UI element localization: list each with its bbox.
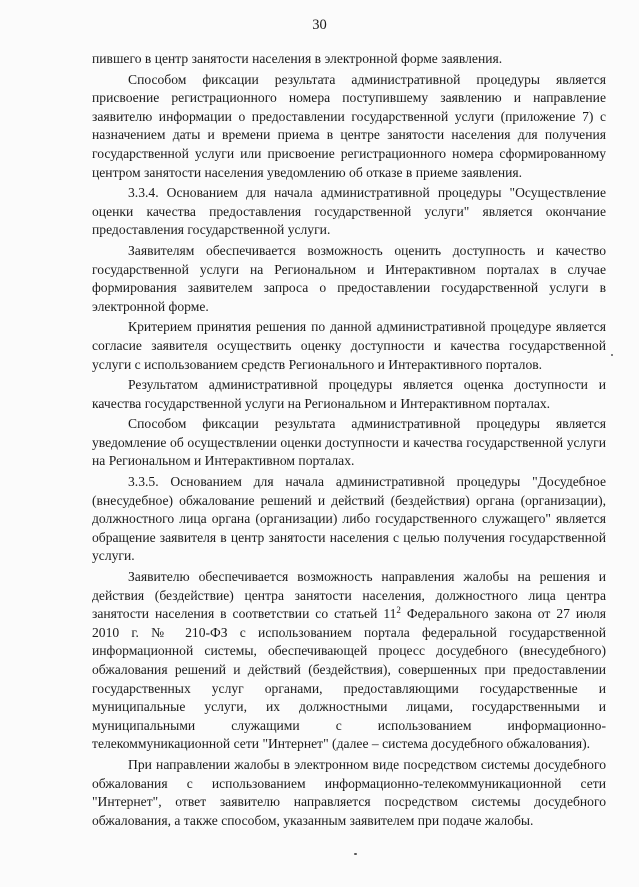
paragraph-continuation: пившего в центр занятости населения в электронной форме заявления.	[92, 51, 503, 66]
paragraph-3-3-5: 3.3.5. Основанием для начала административной процедуры "Досудебное (внесудебное) обжалование решений и действий (бездействия) органа (организации), должностного лица органа (организации) либо государственного служащего" является обращение заявителя в центр занятости населения с целью получения государственной услуги.	[92, 474, 606, 564]
page-number: 30	[312, 17, 327, 33]
paragraph-fixation-method: Способом фиксации результата административной процедуры является присвоение регистрационного номера поступившему заявлению и направление заявителю информации о предоставлении государственной услуги (приложение 7) с назначением даты и времени приема в центре занятости населения для получения государственной услуги или присвоение регистрационного номера сформированному центром занятости населения уведомлению об отказе в приеме заявления.	[92, 71, 606, 180]
paragraph-result-fixation: Способом фиксации результата административной процедуры является уведомление об осуществлении оценки доступности и качества государственной услуги на Региональном и Интерактивном порталах.	[92, 416, 606, 469]
complaint-text-after: Федерального закона от 27 июля 2010 г. № 210-ФЗ с использованием портала федеральной государственной информационной системы, обеспечивающей процесс досудебного (внесудебного) обжалования решений и действий (бездействия), совершенных при предоставлении государственных услуг органами, предоставляющими государственные и муниципальные услуги, их должностными лицами, государственными и муниципальными служащими с использованием информационно-телекоммуникационной сети "Интернет" (далее – система досудебного обжалования).	[92, 606, 607, 752]
complaint-text-before: Заявителю обеспечивается возможность направления жалобы на решения и действия (бездействие) центра занятости населения, должностного лица центра занятости населения в соответствии со статьей 11	[92, 569, 606, 622]
paragraph-procedure-result: Результатом административной процедуры является оценка доступности и качества государственной услуги на Региональном и Интерактивном порталах.	[92, 377, 606, 411]
paragraph-evaluation-possibility: Заявителям обеспечивается возможность оценить доступность и качество государственной услуги на Региональном и Интерактивном порталах в случае формирования заявителем запроса о предоставлении государственной услуги в электронной форме.	[92, 242, 606, 314]
paragraph-complaint-possibility	[92, 568, 606, 754]
paragraph-3-3-4: 3.3.4. Основанием для начала административной процедуры "Осуществление оценки качества предоставления государственной услуги" является окончание предоставления государственной услуги.	[92, 185, 606, 238]
scan-speck	[354, 853, 357, 855]
article-superscript: 2	[396, 605, 401, 616]
paragraph-decision-criterion: Критерием принятия решения по данной административной процедуре является согласие заявителя осуществить оценку доступности и качества государственной услуги с использованием средств Регионального и Интерактивного порталов.	[92, 319, 606, 372]
document-body	[92, 50, 606, 830]
paragraph-electronic-complaint: При направлении жалобы в электронном виде посредством системы досудебного обжалования с использованием информационно-телекоммуникационной сети "Интернет", ответ заявителю направляется посредством системы досудебного обжалования, а также способом, указанным заявителем при подаче жалобы.	[92, 756, 606, 828]
scan-speck	[611, 354, 613, 356]
